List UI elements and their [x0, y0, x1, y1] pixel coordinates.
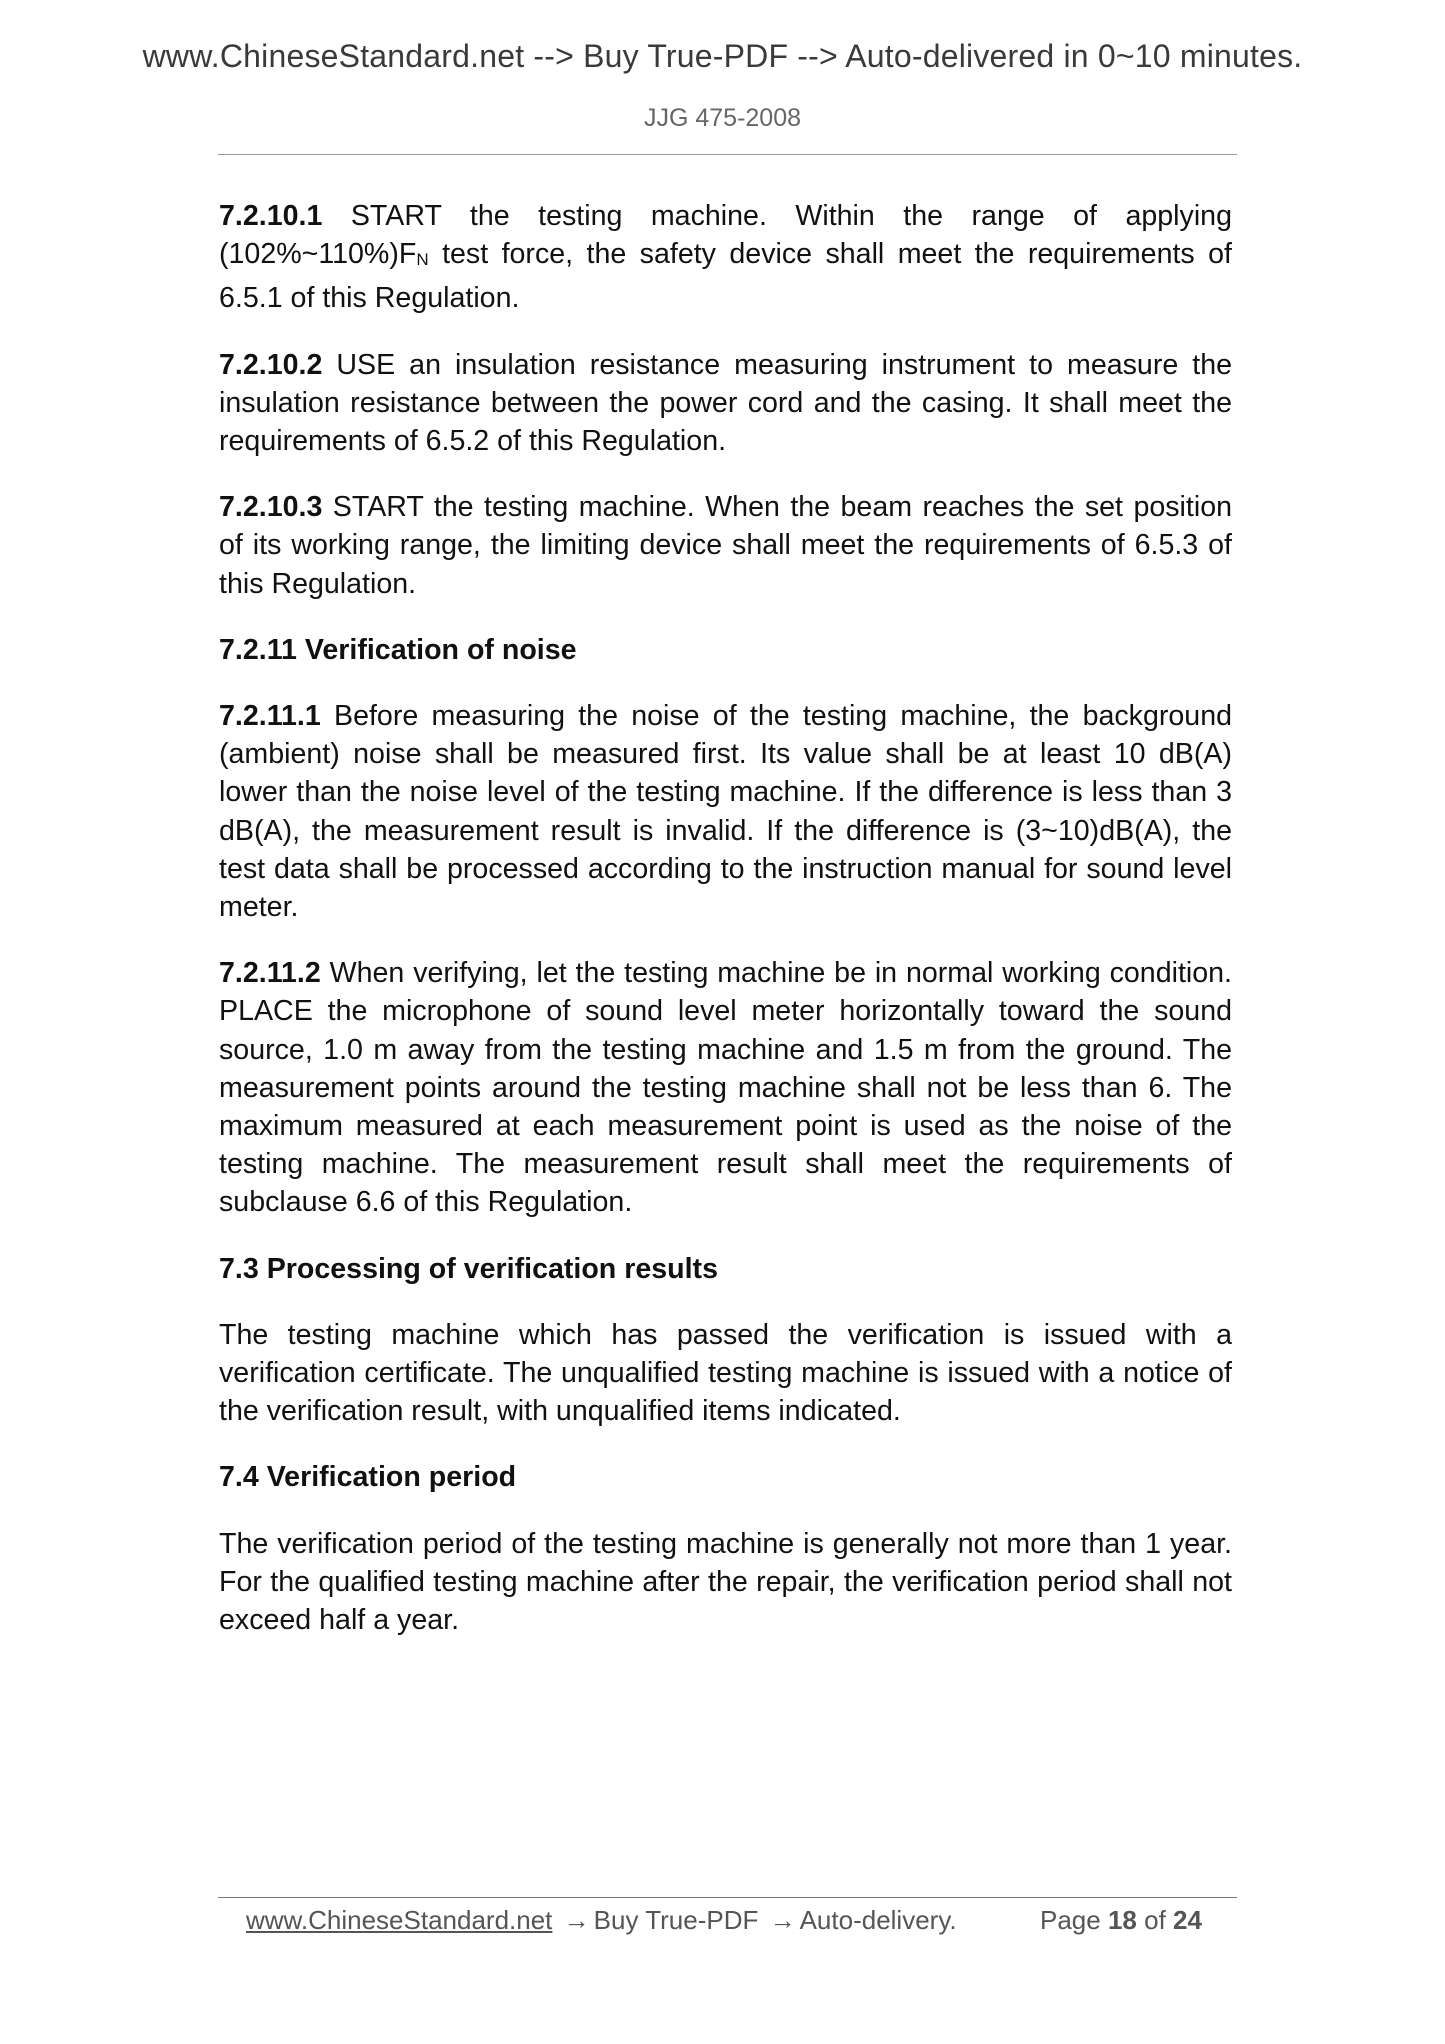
of-label: of [1144, 1905, 1166, 1935]
page-content [219, 197, 1232, 1667]
footer-buy-text: Buy True-PDF [593, 1905, 759, 1935]
clause-number: 7.2.11.2 [219, 957, 321, 990]
clause-text: Before measuring the noise of the testing machine, the background (ambient) noise shall be measured first. Its value shall be at least 10 dB(A) lower than the noise level of the testing machine. If the difference is less than 3 dB(A), the measurement result is invalid. If the difference is (3~10)dB(A), the test data shall be processed according to the instruction manual for sound level meter. [219, 700, 1232, 924]
arrow-right-icon: → [769, 1905, 796, 1935]
document-code: JJG 475-2008 [643, 104, 802, 132]
heading-7-4: 7.4 Verification period [219, 1461, 517, 1494]
top-banner: www.ChineseStandard.net --> Buy True-PDF --> Auto-delivered in 0~10 minutes. [142, 38, 1303, 74]
clause-text: START the testing machine. When the beam reaches the set position of its working range, the limiting device shall meet the requirements of 6.5.3 of this Regulation. [219, 491, 1232, 600]
clause-7-2-10-2 [219, 346, 1232, 461]
heading-7-3: 7.3 Processing of verification results [219, 1252, 718, 1285]
clause-text: When verifying, let the testing machine be in normal working condition. PLACE the microphone of sound level meter horizontally toward the sound source, 1.0 m away from the testing machine and 1.5 m from the ground. The measurement points around the testing machine shall not be less than 6. The maximum measured at each measurement point is used as the noise of the testing machine. The measurement result shall meet the requirements of subclause 6.6 of this Regulation. [219, 957, 1232, 1219]
clause-7-2-11-1 [219, 697, 1232, 926]
arrow-right-icon: → [563, 1905, 590, 1935]
total-pages: 24 [1173, 1905, 1202, 1935]
clause-7-2-10-3 [219, 488, 1232, 603]
clause-7-3-text: The testing machine which has passed the verification is issued with a verification certificate. The unqualified testing machine is issued with a notice of the verification result, with unqualified items indicated. [219, 1318, 1232, 1428]
header-divider [218, 154, 1237, 155]
clause-number: 7.2.10.3 [219, 491, 323, 524]
clause-text: test force, the safety device shall meet the requirements of 6.5.1 of this Regulation. [219, 238, 1232, 315]
clause-7-2-10-1 [219, 197, 1232, 318]
clause-text: START the testing machine. Within the range of applying (102%~110%)F [219, 200, 1232, 271]
page-footer [246, 1903, 1236, 1937]
current-page: 18 [1107, 1905, 1137, 1935]
page-number [1040, 1903, 1202, 1937]
page-label: Page [1040, 1905, 1101, 1935]
clause-7-4-text: The verification period of the testing machine is generally not more than 1 year. For the qualified testing machine after the repair, the verification period shall not exceed half a year. [219, 1527, 1232, 1637]
heading-7-2-11: 7.2.11 Verification of noise [219, 633, 577, 666]
footer-divider [218, 1897, 1237, 1898]
subscript-n: N [416, 250, 429, 270]
clause-number: 7.2.10.1 [219, 200, 323, 232]
clause-text: USE an insulation resistance measuring instrument to measure the insulation resistance between the power cord and the casing. It shall meet the requirements of 6.5.2 of this Regulation. [219, 348, 1232, 458]
clause-7-2-11-2 [219, 954, 1232, 1221]
clause-number: 7.2.11.1 [219, 700, 321, 733]
clause-number: 7.2.10.2 [219, 348, 323, 381]
footer-website-link[interactable]: www.ChineseStandard.net [246, 1905, 553, 1935]
footer-delivery-text: Auto-delivery. [799, 1905, 957, 1935]
